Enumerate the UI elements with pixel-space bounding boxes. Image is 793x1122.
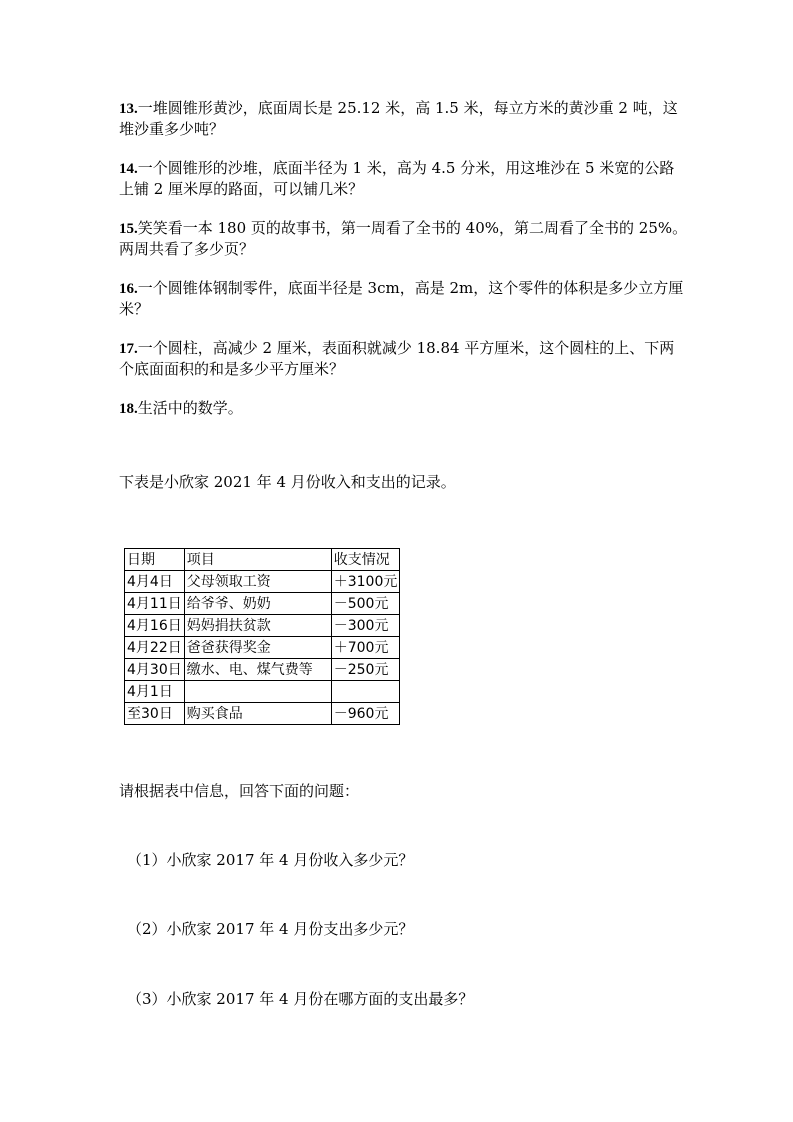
table-row	[125, 637, 400, 659]
cell-item: 爸爸获得奖金	[184, 637, 331, 659]
table-row	[125, 571, 400, 593]
question-number: 15.	[119, 221, 138, 237]
question-number: 14.	[119, 161, 138, 177]
cell-amount: ＋700元	[331, 637, 400, 659]
subquestion-3: （3）小欣家 2017 年 4 月份在哪方面的支出最多？	[127, 990, 474, 1008]
table-row	[125, 659, 400, 681]
cell-date: 至30日	[125, 703, 185, 725]
cell-amount	[331, 681, 400, 703]
question-18	[119, 398, 689, 419]
question-number: 18.	[119, 401, 138, 417]
cell-amount: ＋3100元	[331, 571, 400, 593]
cell-date: 4月30日	[125, 659, 185, 681]
table-row	[125, 615, 400, 637]
table-row	[125, 593, 400, 615]
question-14	[119, 158, 689, 199]
question-text: 生活中的数学。	[137, 399, 243, 417]
question-text: 一个圆锥体钢制零件，底面半径是 3cm，高是 2m，这个零件的体积是多少立方厘米？	[119, 279, 684, 318]
cell-amount: －250元	[331, 659, 400, 681]
question-17	[119, 338, 689, 379]
cell-date: 4月11日	[125, 593, 185, 615]
cell-date: 4月16日	[125, 615, 185, 637]
subquestion-2: （2）小欣家 2017 年 4 月份支出多少元？	[127, 920, 414, 938]
answer-prompt: 请根据表中信息，回答下面的问题：	[119, 782, 360, 800]
table-row	[125, 703, 400, 725]
cell-date: 4月22日	[125, 637, 185, 659]
cell-item: 缴水、电、煤气费等	[184, 659, 331, 681]
subquestion-1: （1）小欣家 2017 年 4 月份收入多少元？	[127, 851, 414, 869]
cell-item: 妈妈捐扶贫款	[184, 615, 331, 637]
cell-item: 购买食品	[184, 703, 331, 725]
question-number: 13.	[119, 101, 138, 117]
cell-item: 给爷爷、奶奶	[184, 593, 331, 615]
header-amount: 收支情况	[331, 549, 400, 571]
question-13	[119, 98, 689, 139]
header-item: 项目	[184, 549, 331, 571]
table-intro: 下表是小欣家 2021 年 4 月份收入和支出的记录。	[119, 473, 456, 491]
cell-amount: －300元	[331, 615, 400, 637]
question-text: 笑笑看一本 180 页的故事书，第一周看了全书的 40%，第二周看了全书的 25%。两周共看了多少页？	[119, 219, 688, 258]
cell-date: 4月1日	[125, 681, 185, 703]
question-15	[119, 218, 689, 259]
table-header-row	[125, 549, 400, 571]
question-16	[119, 278, 689, 319]
cell-date: 4月4日	[125, 571, 185, 593]
header-date: 日期	[125, 549, 185, 571]
question-number: 17.	[119, 341, 138, 357]
question-text: 一个圆锥形的沙堆，底面半径为 1 米，高为 4.5 分米，用这堆沙在 5 米宽的公路上铺 2 厘米厚的路面，可以铺几米？	[119, 159, 675, 198]
cell-amount: －500元	[331, 593, 400, 615]
income-expense-table	[124, 548, 400, 725]
question-number: 16.	[119, 281, 138, 297]
table-row	[125, 681, 400, 703]
question-text: 一堆圆锥形黄沙，底面周长是 25.12 米，高 1.5 米，每立方米的黄沙重 2 吨，这堆沙重多少吨？	[119, 99, 678, 138]
cell-item: 父母领取工资	[184, 571, 331, 593]
cell-amount: －960元	[331, 703, 400, 725]
cell-item	[184, 681, 331, 703]
question-text: 一个圆柱，高减少 2 厘米，表面积就减少 18.84 平方厘米，这个圆柱的上、下两个底面面积的和是多少平方厘米？	[119, 339, 675, 378]
